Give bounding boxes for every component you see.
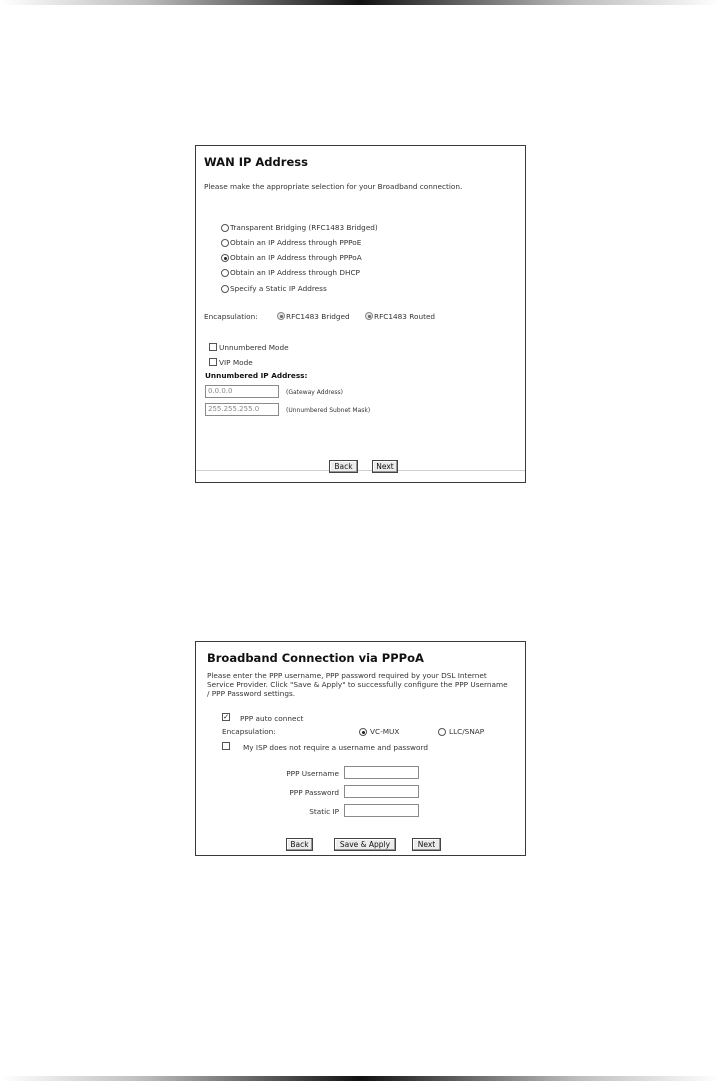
unnumbered-ip-heading: Unnumbered IP Address: <box>205 371 308 380</box>
option-label: Transparent Bridging (RFC1483 Bridged) <box>230 223 378 232</box>
encapsulation-label: Encapsulation: <box>222 727 276 736</box>
gateway-address-input[interactable]: 0.0.0.0 <box>205 385 279 398</box>
ppp-auto-connect-checkbox[interactable]: ✓ <box>223 713 229 721</box>
radio-pppoe[interactable] <box>221 239 229 247</box>
radio-rfc1483-routed[interactable] <box>365 312 373 320</box>
encap-option-label: VC-MUX <box>370 727 400 736</box>
unnumbered-mode-label: Unnumbered Mode <box>219 343 289 352</box>
radio-dhcp[interactable] <box>221 269 229 277</box>
vip-mode-checkbox[interactable] <box>209 358 217 366</box>
encap-option-label: RFC1483 Bridged <box>286 312 350 321</box>
radio-rfc1483-bridged[interactable] <box>277 312 285 320</box>
radio-pppoa[interactable] <box>221 254 229 262</box>
pppoa-panel <box>195 641 526 856</box>
radio-vc-mux[interactable] <box>359 728 367 736</box>
ppp-password-input[interactable] <box>344 785 419 798</box>
gateway-hint: (Gateway Address) <box>286 389 343 396</box>
ppp-username-input[interactable] <box>344 766 419 779</box>
radio-static-ip[interactable] <box>221 285 229 293</box>
encap-option-label: RFC1483 Routed <box>374 312 436 321</box>
bottom-edge-bar <box>0 1076 720 1081</box>
ppp-auto-connect-label: PPP auto connect <box>240 714 304 723</box>
subnet-hint: (Unnumbered Subnet Mask) <box>286 407 371 414</box>
vip-mode-label: VIP Mode <box>219 358 253 367</box>
no-credentials-checkbox[interactable] <box>222 742 230 750</box>
back-button[interactable]: Back <box>286 838 313 851</box>
wan-ip-address-panel <box>195 145 526 483</box>
top-edge-bar <box>0 0 720 5</box>
panel-title: Broadband Connection via PPPoA <box>207 651 424 665</box>
option-label: Obtain an IP Address through PPPoA <box>230 253 362 262</box>
encap-option-label: LLC/SNAP <box>449 727 485 736</box>
subnet-mask-input[interactable]: 255.255.255.0 <box>205 403 279 416</box>
footer-divider <box>196 470 525 471</box>
option-label: Obtain an IP Address through PPPoE <box>230 238 362 247</box>
ppp-password-label: PPP Password <box>289 788 339 797</box>
unnumbered-mode-checkbox[interactable] <box>209 343 217 351</box>
ppp-username-label: PPP Username <box>286 769 339 778</box>
panel-title: WAN IP Address <box>204 155 308 169</box>
no-credentials-label: My ISP does not require a username and password <box>243 743 428 752</box>
radio-llc-snap[interactable] <box>438 728 446 736</box>
intro-text: Please enter the PPP username, PPP password required by your DSL Internet Service Provider. Click "Save & Apply" to successfully configure the PPP Username / PPP Password settings. <box>207 671 508 698</box>
option-label: Obtain an IP Address through DHCP <box>230 268 360 277</box>
back-button[interactable]: Back <box>329 460 358 473</box>
intro-text: Please make the appropriate selection for your Broadband connection. <box>204 182 463 191</box>
static-ip-input[interactable] <box>344 804 419 817</box>
encapsulation-label: Encapsulation: <box>204 312 258 321</box>
save-apply-button[interactable]: Save & Apply <box>334 838 396 851</box>
next-button[interactable]: Next <box>412 838 441 851</box>
radio-transparent-bridging[interactable] <box>221 224 229 232</box>
option-label: Specify a Static IP Address <box>230 284 327 293</box>
static-ip-label: Static IP <box>309 807 339 816</box>
next-button[interactable]: Next <box>372 460 398 473</box>
